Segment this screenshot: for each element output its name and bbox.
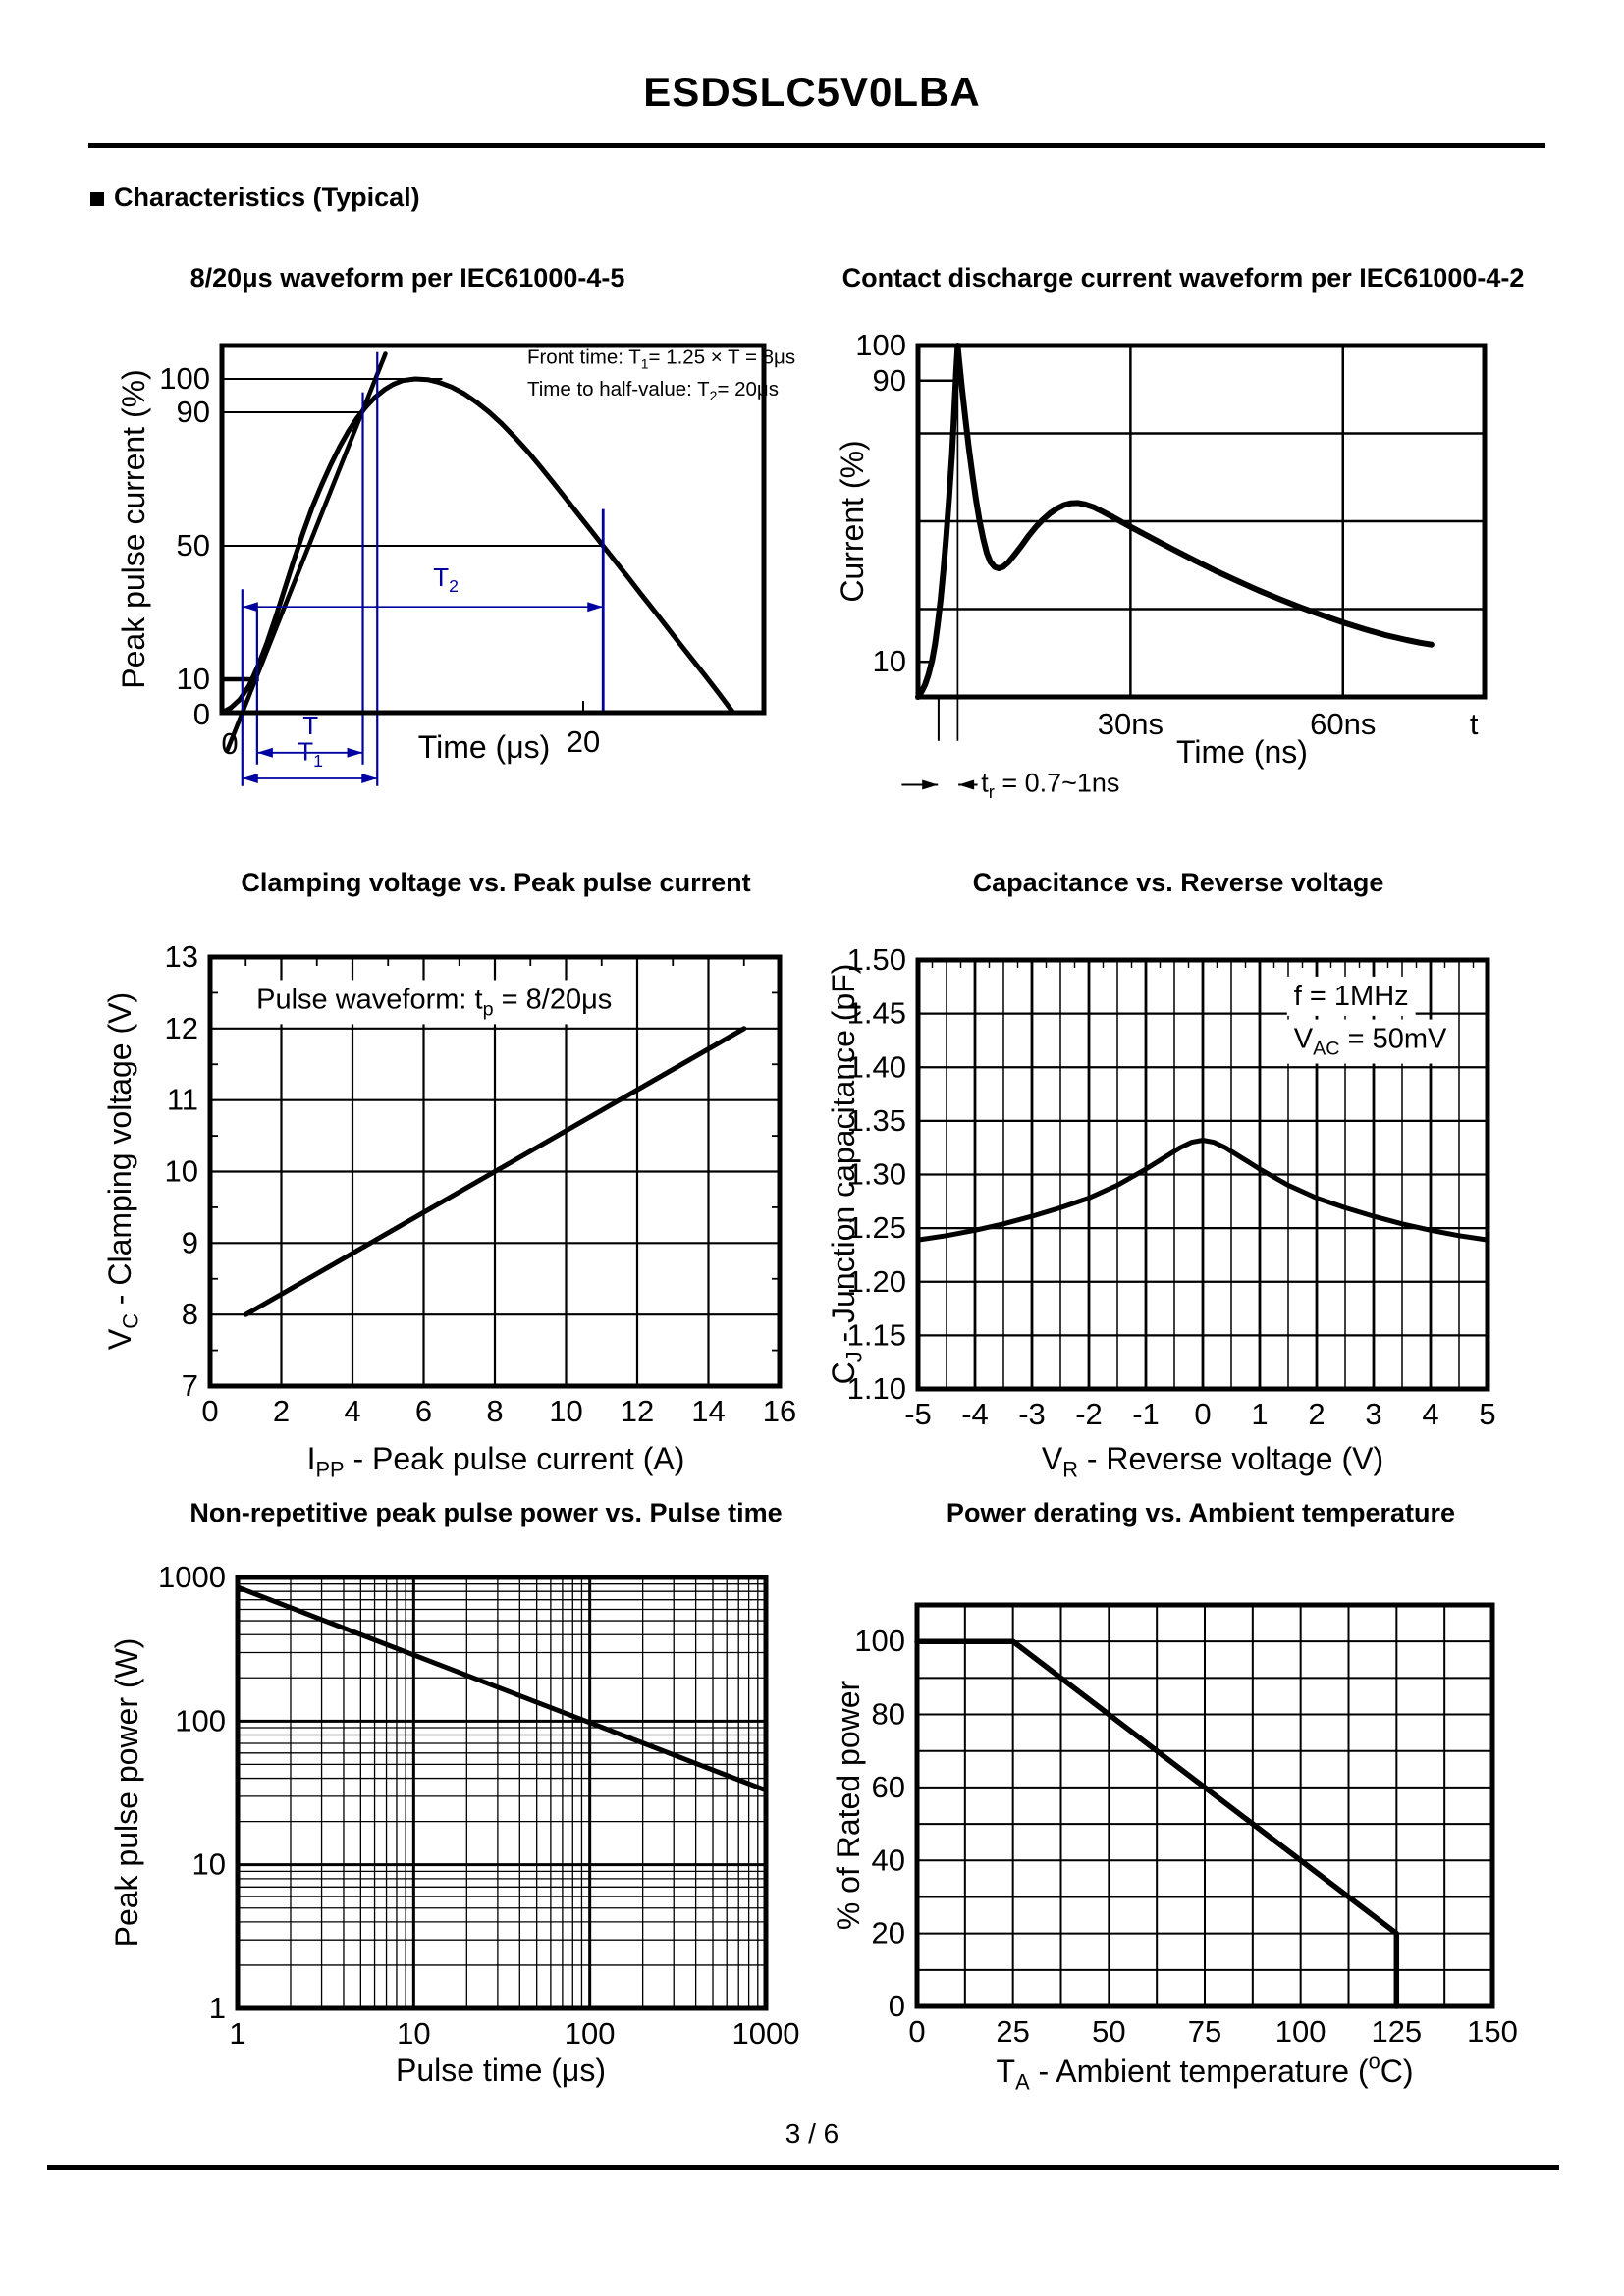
chart-capacitance-canvas: [826, 928, 1576, 1487]
svg-text:Current (%): Current (%): [835, 440, 870, 603]
chart-title-esd: Contact discharge current waveform per IEC61000-4-2: [841, 263, 1525, 293]
svg-text:8: 8: [486, 1394, 504, 1428]
chart-title-clamping: Clamping voltage vs. Peak pulse current: [241, 868, 751, 897]
svg-text:20: 20: [566, 724, 601, 759]
svg-text:100: 100: [159, 361, 210, 396]
svg-text:9: 9: [181, 1225, 198, 1260]
svg-text:T: T: [302, 711, 319, 741]
svg-text:VC - Clamping voltage (V): $V_C$ - Clamping voltage (V): [102, 991, 143, 1351]
chart-title-pulse-power: Non-repetitive peak pulse power vs. Pulse time: [189, 1498, 783, 1527]
svg-text:0: 0: [192, 697, 210, 731]
svg-text:25: 25: [996, 2014, 1030, 2049]
svg-text:Peak pulse power (W): Peak pulse power (W): [109, 1637, 144, 1948]
svg-text:10: 10: [397, 2016, 431, 2051]
svg-text:11: 11: [166, 1082, 198, 1117]
svg-text:-4: -4: [961, 1397, 989, 1431]
chart-surge-waveform-canvas: [113, 319, 800, 815]
svg-text:150: 150: [1467, 2014, 1518, 2049]
svg-text:12: 12: [164, 1010, 198, 1045]
svg-text:6: 6: [414, 1394, 433, 1428]
chart-peak-pulse-power-canvas: [103, 1551, 800, 2101]
svg-text:10: 10: [176, 662, 210, 696]
chart-title-capacitance: Capacitance vs. Reverse voltage: [972, 868, 1384, 897]
svg-text:40: 40: [871, 1842, 905, 1878]
svg-text:TA - Ambient temperature (oC): $T_A$ - Ambient temperature ($^o$C): [996, 2049, 1414, 2095]
svg-text:10: 10: [549, 1394, 583, 1428]
svg-text:0: 0: [201, 1394, 219, 1428]
svg-text:8: 8: [181, 1297, 198, 1332]
document-title: ESDSLC5V0LBA: [643, 69, 981, 115]
svg-text:10: 10: [164, 1153, 198, 1189]
svg-text:tr = 0.7~1ns: $t_r$ = 0.7~1ns: [981, 768, 1120, 803]
footer-divider: [47, 2165, 1559, 2170]
svg-text:4: 4: [1422, 1397, 1439, 1431]
section-heading-label: Characteristics (Typical): [114, 183, 420, 212]
svg-text:1.25: 1.25: [846, 1210, 906, 1246]
svg-text:Front time: T1= 1.25 × T = 8μs: Front time: $T_1= 1.25 \times T = 8\mu s$: [526, 346, 796, 372]
svg-text:1.15: 1.15: [846, 1317, 906, 1353]
svg-text:13: 13: [164, 939, 198, 974]
svg-text:1.50: 1.50: [846, 942, 906, 977]
svg-text:Pulse time (μs): Pulse time (μs): [395, 2053, 607, 2088]
svg-text:1.10: 1.10: [846, 1371, 906, 1406]
svg-text:14: 14: [691, 1394, 726, 1428]
svg-text:1.20: 1.20: [846, 1263, 906, 1299]
svg-text:Peak pulse current (%): Peak pulse current (%): [116, 369, 151, 689]
svg-text:0: 0: [908, 2014, 926, 2049]
header-divider: [88, 143, 1545, 148]
chart-title-derating: Power derating vs. Ambient temperature: [946, 1498, 1456, 1527]
svg-text:100: 100: [175, 1703, 226, 1738]
svg-text:3: 3: [1365, 1397, 1382, 1431]
svg-text:50: 50: [176, 528, 210, 562]
svg-text:VR - Reverse voltage (V): $V_R$ - Reverse voltage (V): [1041, 1441, 1384, 1482]
svg-text:Time (μs): Time (μs): [417, 729, 551, 765]
svg-text:90: 90: [872, 362, 906, 398]
page-number: 3 / 6: [785, 2118, 839, 2149]
svg-text:20: 20: [871, 1915, 905, 1950]
svg-text:1.30: 1.30: [846, 1156, 906, 1192]
svg-text:30ns: 30ns: [1097, 707, 1164, 741]
svg-text:90: 90: [176, 395, 210, 429]
chart-esd-waveform-canvas: [830, 319, 1576, 815]
svg-text:T1: $T_1$: [298, 736, 324, 771]
chart-title-surge: 8/20μs waveform per IEC61000-4-5: [189, 263, 625, 293]
chart-power-derating-canvas: [830, 1575, 1576, 2106]
svg-text:100: 100: [854, 1624, 905, 1659]
svg-text:Pulse waveform: tp = 8/20μs: Pulse waveform: $t_p = 8/20\mu s$: [256, 984, 613, 1021]
svg-text:-5: -5: [904, 1397, 932, 1431]
svg-text:60ns: 60ns: [1310, 707, 1377, 741]
svg-text:-3: -3: [1018, 1397, 1046, 1431]
svg-text:t: t: [1469, 707, 1479, 741]
section-heading: [90, 183, 420, 213]
svg-text:1.45: 1.45: [846, 995, 906, 1031]
svg-text:50: 50: [1092, 2014, 1126, 2049]
svg-text:7: 7: [181, 1368, 198, 1403]
svg-text:10: 10: [191, 1846, 226, 1882]
svg-text:0: 0: [221, 726, 239, 761]
svg-text:T2: $T_2$: [433, 561, 460, 597]
svg-text:% of Rated power: % of Rated power: [831, 1680, 866, 1931]
svg-text:0: 0: [1194, 1397, 1212, 1431]
svg-text:Time to half-value: T2= 20μs: Time to half-value: $T_2= 20\mu s$: [526, 378, 779, 403]
svg-text:12: 12: [620, 1394, 655, 1428]
svg-text:2: 2: [1308, 1397, 1326, 1431]
svg-text:100: 100: [1274, 2014, 1326, 2049]
chart-clamping-voltage-canvas: [102, 928, 797, 1487]
square-bullet-icon: [90, 192, 104, 206]
svg-text:f = 1MHz: f = 1MHz: [1293, 980, 1409, 1012]
svg-text:80: 80: [871, 1696, 905, 1732]
svg-text:1: 1: [208, 1991, 226, 2025]
svg-text:0: 0: [888, 1989, 905, 2023]
svg-text:2: 2: [272, 1394, 291, 1428]
svg-text:16: 16: [762, 1394, 797, 1428]
svg-text:4: 4: [344, 1394, 361, 1428]
svg-text:10: 10: [872, 644, 906, 679]
svg-text:100: 100: [564, 2016, 616, 2051]
svg-text:1: 1: [229, 2016, 246, 2051]
svg-text:60: 60: [871, 1769, 905, 1804]
svg-text:5: 5: [1479, 1397, 1496, 1431]
svg-text:100: 100: [855, 328, 906, 362]
svg-text:VAC = 50mV: $V_{AC} = 50mV$: [1293, 1023, 1447, 1060]
svg-text:1: 1: [1251, 1397, 1269, 1431]
svg-text:125: 125: [1371, 2014, 1423, 2049]
svg-text:1000: 1000: [158, 1560, 226, 1594]
svg-text:IPP - Peak pulse current (A): $I_{PP}$ - Peak pulse current (A): [306, 1441, 685, 1482]
svg-text:1.35: 1.35: [846, 1102, 906, 1138]
svg-text:1000: 1000: [731, 2016, 800, 2051]
svg-text:75: 75: [1187, 2014, 1222, 2049]
svg-text:-1: -1: [1132, 1397, 1160, 1431]
svg-text:-2: -2: [1075, 1397, 1103, 1431]
svg-text:CJ - Junction capacitance (pF): $C_J$ - Junction capacitance (pF): [826, 963, 867, 1385]
svg-text:Time (ns): Time (ns): [1176, 734, 1308, 770]
svg-text:1.40: 1.40: [846, 1049, 906, 1085]
